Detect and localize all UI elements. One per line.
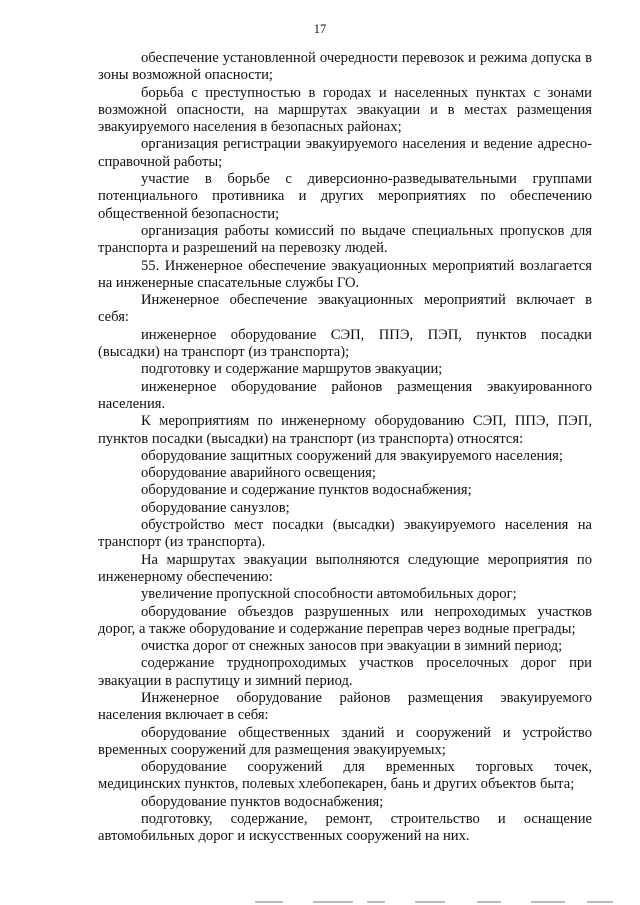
scan-mark xyxy=(587,901,613,903)
paragraph: 55. Инженерное обеспечение эвакуационных мероприятий возлагается на инженерные спасательные службы ГО. xyxy=(98,257,592,291)
paragraph: обустройство мест посадки (высадки) эвакуируемого населения на транспорт (из транспорта). xyxy=(98,517,592,551)
paragraph: участие в борьбе с диверсионно-разведывательными группами потенциального противника и других мероприятиях по обеспечению общественной безопасности; xyxy=(98,171,592,222)
scan-footer-marks xyxy=(255,899,625,905)
paragraph: Инженерное оборудование районов размещения эвакуируемого населения включает в себя: xyxy=(98,689,592,724)
paragraph: оборудование общественных зданий и сооружений и устройство временных сооружений для размещения эвакуируемых; xyxy=(98,724,592,758)
paragraph: инженерное оборудование СЭП, ППЭ, ПЭП, пунктов посадки (высадки) на транспорт (из транспорта); xyxy=(98,326,592,361)
paragraph: очистка дорог от снежных заносов при эвакуации в зимний период; xyxy=(141,638,563,655)
paragraph: На маршрутах эвакуации выполняются следующие мероприятия по инженерному обеспечению: xyxy=(98,551,592,585)
scan-mark xyxy=(367,901,385,903)
paragraph: К мероприятиям по инженерному оборудованию СЭП, ППЭ, ПЭП, пунктов посадки (высадки) на транспорт (из транспорта) относятся: xyxy=(98,413,592,447)
scan-mark xyxy=(415,901,445,903)
paragraph: организация работы комиссий по выдаче специальных пропусков для транспорта и разрешений на перевозку людей. xyxy=(98,222,592,257)
page-number: 17 xyxy=(313,22,327,36)
paragraph: оборудование санузлов; xyxy=(141,499,290,516)
scan-mark xyxy=(477,901,501,903)
paragraph: оборудование защитных сооружений для эвакуируемого населения; xyxy=(141,447,563,464)
document-body xyxy=(98,50,592,846)
paragraph: оборудование пунктов водоснабжения; xyxy=(141,793,384,810)
paragraph: увеличение пропускной способности автомобильных дорог; xyxy=(141,586,517,603)
scan-mark xyxy=(255,901,283,903)
paragraph: подготовку и содержание маршрутов эвакуации; xyxy=(141,361,443,378)
paragraph: оборудование объездов разрушенных или непроходимых участков дорог, а также оборудование и содержание переправ через водные преграды; xyxy=(98,603,592,637)
scan-mark xyxy=(531,901,565,903)
paragraph: оборудование аварийного освещения; xyxy=(141,465,376,482)
paragraph: содержание труднопроходимых участков проселочных дорог при эвакуации в распутицу и зимний период. xyxy=(98,655,592,689)
paragraph: обеспечение установленной очередности перевозок и режима допуска в зоны возможной опасности; xyxy=(98,50,592,84)
paragraph: борьба с преступностью в городах и населенных пунктах с зонами возможной опасности, на маршрутах эвакуации и в местах размещения эвакуируемого населения в безопасных районах; xyxy=(98,84,592,136)
paragraph: оборудование сооружений для временных торговых точек, медицинских пунктов, полевых хлебопекарен, бань и других объектов быта; xyxy=(98,759,592,793)
paragraph: инженерное оборудование районов размещения эвакуированного населения. xyxy=(98,378,592,412)
paragraph: Инженерное обеспечение эвакуационных мероприятий включает в себя: xyxy=(98,292,592,326)
scan-mark xyxy=(313,901,353,903)
paragraph: оборудование и содержание пунктов водоснабжения; xyxy=(141,482,472,499)
paragraph: подготовку, содержание, ремонт, строительство и оснащение автомобильных дорог и искусственных сооружений на них. xyxy=(98,811,592,845)
paragraph: организация регистрации эвакуируемого населения и ведение адресно-справочной работы; xyxy=(98,136,592,170)
